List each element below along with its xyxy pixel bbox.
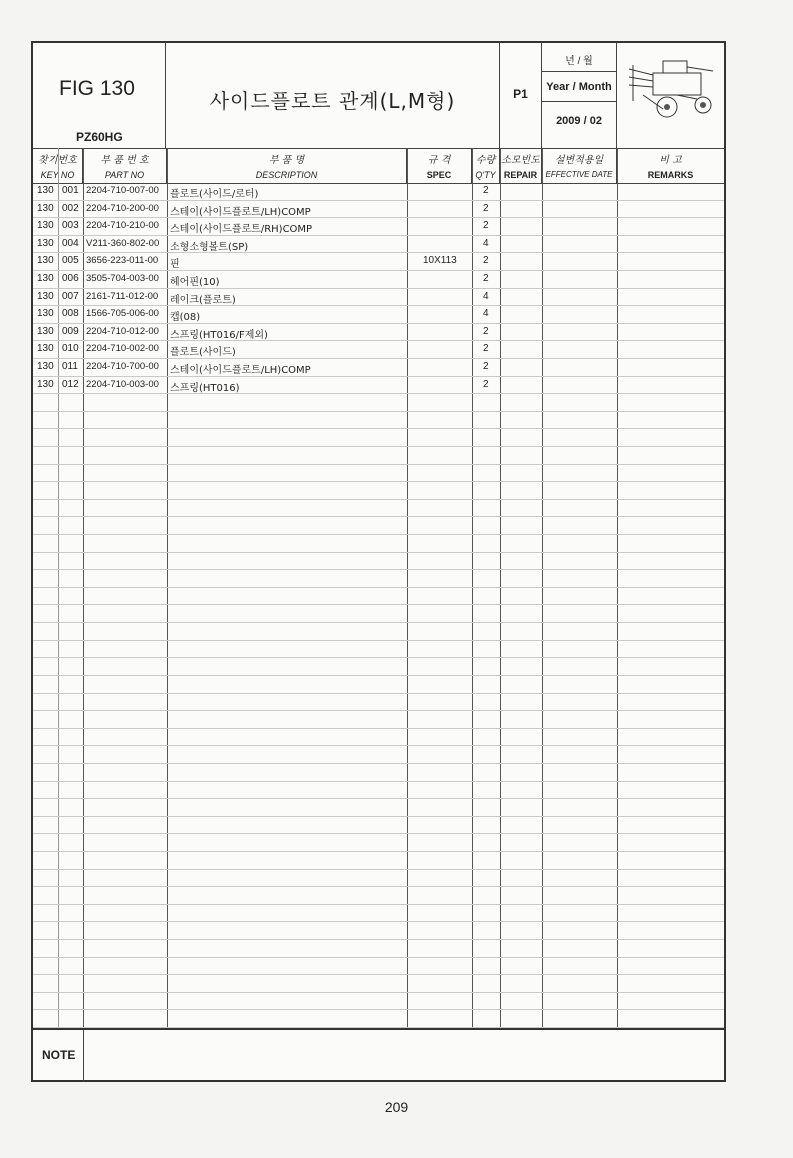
empty-row <box>33 782 724 800</box>
empty-row <box>33 447 724 465</box>
part-number: 2204-710-003-00 <box>86 378 159 390</box>
part-description: 플로트(사이드) <box>170 347 236 359</box>
part-number: 2204-710-002-00 <box>86 343 159 355</box>
table-row <box>33 359 724 377</box>
fig-number: 130 <box>37 185 54 196</box>
table-row <box>33 236 724 254</box>
empty-row <box>33 429 724 447</box>
empty-row <box>33 940 724 958</box>
empty-row <box>33 553 724 571</box>
key-number: 003 <box>62 220 79 232</box>
empty-row <box>33 482 724 500</box>
empty-row <box>33 887 724 905</box>
empty-row <box>33 676 724 694</box>
note-label: NOTE <box>42 1048 76 1062</box>
key-number: 007 <box>62 290 79 302</box>
part-spec: 10X113 <box>423 255 457 267</box>
part-description: 스프링(HT016/F제외) <box>170 329 268 341</box>
parts-table-body <box>33 183 724 1028</box>
figure-cell <box>33 43 166 148</box>
empty-row <box>33 641 724 659</box>
empty-row <box>33 746 724 764</box>
fig-number: 130 <box>37 202 54 214</box>
fig-number: 130 <box>37 255 54 267</box>
empty-row <box>33 588 724 606</box>
key-number: 004 <box>62 237 79 249</box>
empty-row <box>33 658 724 676</box>
key-number: 002 <box>62 202 79 214</box>
part-qty: 4 <box>483 308 489 320</box>
part-description: 핀 <box>170 259 180 271</box>
part-description: 캡(08) <box>170 312 201 324</box>
key-number: 006 <box>62 273 79 285</box>
sheet-header <box>33 43 724 149</box>
empty-row <box>33 870 724 888</box>
column-headers <box>33 148 724 184</box>
empty-row <box>33 764 724 782</box>
empty-row <box>33 799 724 817</box>
empty-row <box>33 975 724 993</box>
table-row <box>33 324 724 342</box>
part-description: 스테이(사이드플로트/LH)COMP <box>170 206 311 218</box>
key-number: 009 <box>62 325 79 337</box>
table-row <box>33 271 724 289</box>
part-description: 헤어핀(10) <box>170 277 220 289</box>
parts-list-sheet <box>31 41 726 1082</box>
page-code-cell <box>500 43 542 148</box>
part-qty: 2 <box>483 185 489 196</box>
empty-row <box>33 535 724 553</box>
part-qty: 4 <box>483 290 489 302</box>
empty-row <box>33 623 724 641</box>
col-remarks: 비 고 REMARKS <box>647 155 694 180</box>
part-qty: 2 <box>483 325 489 337</box>
empty-row <box>33 711 724 729</box>
part-description: 소형소형볼트(SP) <box>170 241 249 253</box>
table-row <box>33 183 724 201</box>
fig-number: 130 <box>37 290 54 302</box>
part-number: 3505-704-003-00 <box>86 273 159 285</box>
part-qty: 2 <box>483 220 489 232</box>
part-qty: 2 <box>483 273 489 285</box>
figure-number: FIG 130 <box>59 77 135 100</box>
empty-row <box>33 1010 724 1028</box>
note-section <box>33 1028 724 1082</box>
empty-row <box>33 606 724 624</box>
empty-row <box>33 852 724 870</box>
col-description: 부 품 명 DESCRIPTION <box>167 148 407 183</box>
fig-number: 130 <box>37 361 54 373</box>
empty-row <box>33 570 724 588</box>
page-number: 209 <box>384 1099 409 1115</box>
empty-row <box>33 729 724 747</box>
rice-transplanter-thumbnail <box>623 51 719 136</box>
col-qty: 수량 Q'TY <box>472 148 500 183</box>
year-month-en: Year / Month <box>546 81 612 93</box>
part-description: 플로트(사이드/로터) <box>170 189 259 200</box>
fig-number: 130 <box>37 237 54 249</box>
fig-number: 130 <box>37 325 54 337</box>
key-number: 008 <box>62 308 79 320</box>
part-number: 2161-711-012-00 <box>86 290 159 302</box>
key-number: 012 <box>62 378 79 390</box>
empty-row <box>33 922 724 940</box>
key-number: 005 <box>62 255 79 267</box>
part-qty: 2 <box>483 202 489 214</box>
col-effective-date: 설변적용일 EFFECTIVE DATE <box>542 148 617 183</box>
col-key-no: 찾기번호 KEY NO <box>33 148 83 183</box>
year-month-ko: 년 / 월 <box>565 56 593 67</box>
part-number: 2204-710-200-00 <box>86 202 159 214</box>
key-number: 011 <box>62 361 78 373</box>
table-row <box>33 289 724 307</box>
part-qty: 2 <box>483 378 489 390</box>
thumbnail-cell <box>617 43 724 148</box>
key-number: 001 <box>62 185 79 196</box>
part-qty: 4 <box>483 237 489 249</box>
fig-number: 130 <box>37 273 54 285</box>
table-row <box>33 253 724 271</box>
empty-row <box>33 394 724 412</box>
table-row <box>33 341 724 359</box>
part-number: 2204-710-210-00 <box>86 220 159 232</box>
part-qty: 2 <box>483 343 489 355</box>
page-code: P1 <box>513 87 528 101</box>
part-number: 1566-705-006-00 <box>86 308 159 320</box>
part-number: 2204-710-012-00 <box>86 325 159 337</box>
part-number: V211-360-802-00 <box>86 237 160 249</box>
table-row <box>33 218 724 236</box>
empty-row <box>33 412 724 430</box>
model-name: PZ60HG <box>76 130 123 144</box>
part-number: 2204-710-007-00 <box>86 185 159 196</box>
fig-number: 130 <box>37 378 54 390</box>
table-row <box>33 377 724 395</box>
col-repair: 소모빈도 REPAIR <box>500 148 542 183</box>
part-description: 레이크(플로트) <box>170 294 236 306</box>
empty-row <box>33 958 724 976</box>
empty-row <box>33 500 724 518</box>
empty-row <box>33 993 724 1011</box>
year-month-cell <box>542 43 617 148</box>
part-description: 스프링(HT016) <box>170 382 240 394</box>
key-number: 010 <box>62 343 79 355</box>
part-description: 스테이(사이드플로트/RH)COMP <box>170 224 313 236</box>
empty-row <box>33 694 724 712</box>
part-qty: 2 <box>483 255 489 267</box>
fig-number: 130 <box>37 308 54 320</box>
fig-number: 130 <box>37 343 54 355</box>
empty-row <box>33 834 724 852</box>
table-row <box>33 306 724 324</box>
table-row <box>33 201 724 219</box>
issue-date: 2009 / 02 <box>556 115 602 127</box>
part-number: 3656-223-011-00 <box>86 255 159 267</box>
part-description: 스테이(사이드플로트/LH)COMP <box>170 365 311 377</box>
part-qty: 2 <box>483 361 489 373</box>
empty-row <box>33 817 724 835</box>
empty-row <box>33 517 724 535</box>
col-spec: 규 격 SPEC <box>407 148 472 183</box>
empty-row <box>33 465 724 483</box>
empty-row <box>33 905 724 923</box>
title-cell <box>166 43 500 148</box>
page-title: 사이드플로트 관계(L,M형) <box>209 89 456 113</box>
col-part-no: 부 품 번 호 PART NO <box>83 148 167 183</box>
part-number: 2204-710-700-00 <box>86 361 159 373</box>
fig-number: 130 <box>37 220 54 232</box>
